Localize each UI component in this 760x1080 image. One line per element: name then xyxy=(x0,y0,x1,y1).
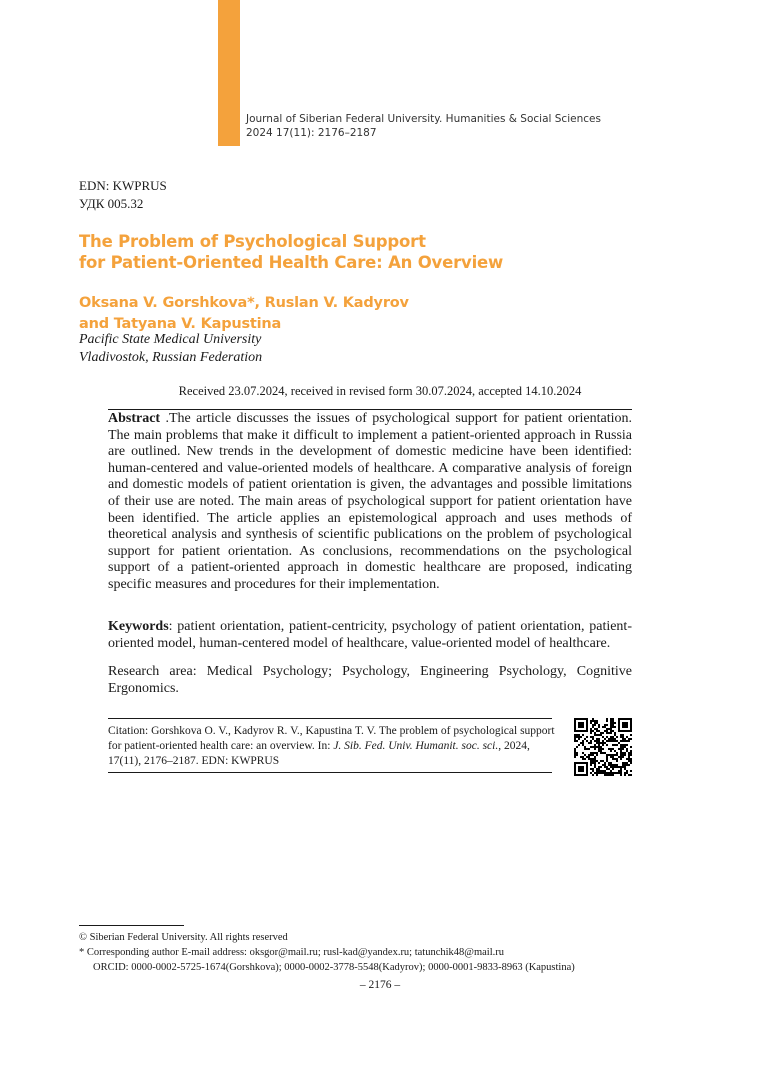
title-line: The Problem of Psychological Support xyxy=(79,232,426,251)
citation-bottom-rule xyxy=(108,772,552,773)
corresponding-author-note: * Corresponding author E-mail address: oksgor@mail.ru; rusl-kad@yandex.ru; tatunchik48@mail.ru xyxy=(79,947,505,958)
citation-journal: J. Sib. Fed. Univ. Humanit. soc. sci. xyxy=(333,740,499,752)
citation-prefix: Citation: Gorshkova O. V., Kadyrov R. V., Kapustina T. V. The problem of psychological support for patient-oriented health care: an overview. In: xyxy=(108,725,555,752)
abstract xyxy=(108,411,632,594)
affiliation-location: Vladivostok, Russian Federation xyxy=(79,350,263,365)
journal-name: Journal of Siberian Federal University. Humanities & Social Sciences xyxy=(246,113,601,125)
authors xyxy=(79,293,639,335)
identifiers xyxy=(79,177,167,213)
citation-suffix: , 2024, 17(11), 2176–2187. EDN: KWPRUS xyxy=(108,740,530,767)
footnote-rule xyxy=(79,925,184,926)
received-dates: Received 23.07.2024, received in revised form 30.07.2024, accepted 14.10.2024 xyxy=(178,384,582,398)
copyright-note: © Siberian Federal University. All rights reserved xyxy=(79,932,288,943)
title-line: for Patient-Oriented Health Care: An Overview xyxy=(79,253,504,272)
citation-top-rule xyxy=(108,718,552,719)
research-area: Research area: Medical Psychology; Psychology, Engineering Psychology, Cognitive Ergonomics. xyxy=(108,664,632,696)
citation xyxy=(108,724,556,769)
journal-header xyxy=(246,112,601,140)
abstract-label: Abstract xyxy=(108,411,161,426)
affiliation xyxy=(79,331,262,367)
keywords xyxy=(108,619,632,652)
orcid-note: ORCID: 0000-0002-5725-1674(Gorshkova); 0000-0002-3778-5548(Kadyrov); 0000-0001-9833-8963 (Kapustina) xyxy=(93,962,575,973)
journal-accent-bar xyxy=(218,0,240,146)
footnotes xyxy=(79,930,575,975)
keywords-text: : patient orientation, patient-centricity, psychology of patient orientation, patient-oriented model, human-centered model of healthcare, value-oriented model of healthcare. xyxy=(108,619,632,651)
abstract-text: .The article discusses the issues of psychological support for patient orientation. The main problems that make it difficult to implement a patient-oriented approach in Russia are outlined. New trends in the development of domestic medicine have been identified: human-centered and value-oriented models of healthcare. A comparative analysis of foreign and domestic models of patient orientation is given, the advantages and possible limitations of their use are noted. The main areas of psychological support for patient orientation have been identified. The article applies an epistemological approach and uses methods of theoretical analysis and synthesis of scientific publications on the problem of psychological support for patient orientation. As conclusions, recommendations on the psychological support of a patient-oriented approach in domestic healthcare are proposed, indicating specific measures and procedures for their implementation. xyxy=(108,411,632,592)
affiliation-university: Pacific State Medical University xyxy=(79,332,262,347)
authors-line: and Tatyana V. Kapustina xyxy=(79,316,282,332)
abstract-top-rule xyxy=(108,409,632,410)
authors-line: Oksana V. Gorshkova*, Ruslan V. Kadyrov xyxy=(79,295,409,311)
journal-issue: 2024 17(11): 2176–2187 xyxy=(246,127,377,139)
keywords-label: Keywords xyxy=(108,619,169,634)
edn-id: EDN: KWPRUS xyxy=(79,178,167,193)
article-title xyxy=(79,231,639,273)
qr-code-icon xyxy=(574,718,632,776)
page-number: – 2176 – xyxy=(359,979,401,991)
udk-id: УДК 005.32 xyxy=(79,196,144,211)
